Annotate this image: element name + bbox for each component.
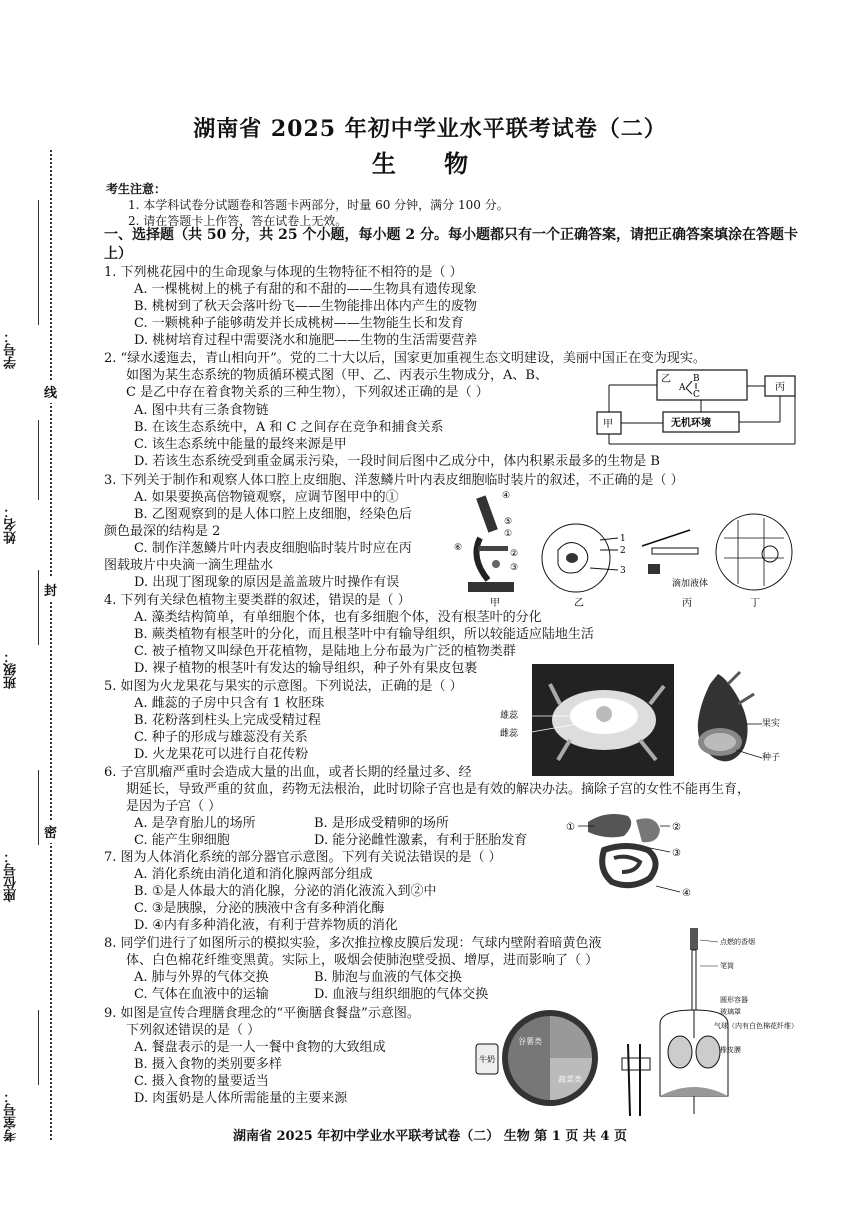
student-id-label: 学号： — [4, 330, 19, 369]
question-stem: 9. 如图是宣传合理膳食理念的“平衡膳食餐盘”示意图。 — [104, 1006, 420, 1021]
question-stem: 8. 同学们进行了如图所示的模拟实验，多次推拉橡皮膜后发现：气球内壁附着暗黄色液 — [104, 936, 602, 951]
option: C. 制作洋葱鳞片叶内表皮细胞临时装片时应在丙 — [134, 541, 412, 556]
option: D. 若该生态系统受到重金属汞污染，一段时间后图中乙成分中，体内积累汞最多的生物是 B — [134, 454, 660, 469]
page-footer: 湖南省 2025 年初中学业水平联考试卷（二） 生物 第 1 页 共 4 页 — [232, 1129, 627, 1144]
question-stem-line: 体、白色棉花纤维变黑黄。实际上，吸烟会使肺泡壁受损、增厚，进而影响了（ ） — [126, 953, 599, 968]
option: B. 乙图观察到的是人体口腔上皮细胞，经染色后 — [134, 507, 412, 522]
notice-heading: 考生注意： — [106, 182, 167, 196]
svg-text:1: 1 — [620, 534, 626, 544]
svg-text:点燃的香烟: 点燃的香烟 — [720, 938, 755, 946]
option: B. 肺泡与血液的气体交换 — [314, 970, 462, 985]
seal-char-feng: 封 — [44, 578, 57, 601]
option: C. ③是胰腺，分泌的胰液中含有多种消化酶 — [134, 901, 385, 916]
option: C. 该生态系统中能量的最终来源是甲 — [134, 437, 347, 452]
option: A. 图中共有三条食物链 — [134, 403, 269, 418]
exam-room-label: 考室号： — [4, 1090, 19, 1142]
svg-text:丁: 丁 — [750, 598, 760, 609]
question-stem-line: 下列叙述错误的是（ ） — [126, 1023, 261, 1038]
svg-text:种子: 种子 — [762, 753, 781, 763]
chopsticks-icon — [618, 1040, 658, 1120]
svg-text:牛奶: 牛奶 — [479, 1055, 495, 1064]
svg-text:2: 2 — [620, 546, 626, 556]
svg-text:②: ② — [510, 549, 519, 559]
microscope-cells-figure — [450, 488, 800, 608]
option: B. 在该生态系统中，A 和 C 之间存在竞争和捕食关系 — [134, 420, 444, 435]
question-stem: 6. 子宫肌瘤严重时会造成大量的出血，或者长期的经量过多、经 — [104, 765, 472, 780]
question-stem-line: 是因为子宫（ ） — [126, 799, 222, 814]
svg-text:滴加液体: 滴加液体 — [672, 579, 709, 589]
name-blank[interactable] — [38, 420, 40, 500]
option: C. 摄入食物的量要适当 — [134, 1074, 269, 1089]
exam-room-blank[interactable] — [38, 1010, 40, 1085]
digestive-system-figure — [566, 806, 706, 910]
seal-dotted-line — [50, 150, 52, 1140]
stomach-icon — [636, 818, 660, 842]
svg-text:③: ③ — [510, 563, 519, 573]
svg-text:玻璃罩: 玻璃罩 — [720, 1008, 741, 1016]
liver-icon — [588, 814, 631, 837]
node-c: C — [693, 390, 700, 400]
svg-text:气球（内有白色棉花纤维）: 气球（内有白色棉花纤维） — [714, 1022, 798, 1030]
seat-label: 座位号： — [4, 850, 19, 902]
option: B. 花粉落到柱头上完成受精过程 — [134, 713, 321, 728]
box-jia: 甲 — [603, 419, 613, 430]
name-label: 姓名： — [4, 505, 19, 544]
pitaya-figure — [500, 664, 800, 776]
class-label: 班级： — [4, 650, 19, 689]
svg-text:②: ② — [672, 822, 681, 833]
option: A. 一棵桃树上的桃子有甜的和不甜的——生物具有遗传现象 — [134, 282, 477, 297]
option: C. 气体在血液中的运输 — [134, 987, 269, 1002]
svg-text:甲: 甲 — [490, 598, 500, 609]
question-stem-line: 如图为某生态系统的物质循环模式图（甲、乙、丙表示生物成分，A、B、 — [126, 368, 548, 383]
balanced-diet-plate — [470, 1004, 610, 1114]
question-stem-line: C 是乙中存在着食物关系的三种生物），下列叙述正确的是（ ） — [126, 385, 489, 400]
svg-text:丙: 丙 — [682, 598, 692, 609]
svg-text:谷薯类: 谷薯类 — [518, 1037, 542, 1046]
question-stem: 4. 下列有关绿色植物主要类群的叙述，错误的是（ ） — [104, 593, 411, 608]
section-heading: 一、选择题（共 50 分，共 25 个小题，每小题 2 分。每小题都只有一个正确答案，请把正确答案填涂在答题卡上） — [104, 227, 798, 262]
option: A. 如果要换高倍物镜观察，应调节图甲中的① — [134, 490, 399, 505]
question-stem: 1. 下列桃花园中的生命现象与体现的生物特征不相符的是（ ） — [104, 265, 463, 280]
question-stem: 2. “绿水逶迤去，青山相向开”。党的二十大以后，国家更加重视生态文明建设，美丽中国正在变为现实。 — [104, 351, 706, 366]
svg-text:④: ④ — [502, 491, 511, 501]
svg-text:笔筒: 笔筒 — [720, 962, 734, 970]
notice-item: 2. 请在答题卡上作答，答在试卷上无效。 — [128, 214, 348, 228]
option: D. 裸子植物的根茎叶有发达的输导组织，种子外有果皮包裹 — [134, 661, 478, 676]
option: C. 被子植物又叫绿色开花植物，是陆地上分布最为广泛的植物类群 — [134, 644, 516, 659]
option: A. 藻类结构简单，有单细胞个体，也有多细胞个体，没有根茎叶的分化 — [134, 610, 542, 625]
svg-text:③: ③ — [672, 848, 681, 859]
svg-text:①: ① — [504, 529, 513, 539]
option: B. 桃树到了秋天会落叶纷飞——生物能排出体内产生的废物 — [134, 299, 477, 314]
option: A. 是孕育胎儿的场所 — [134, 816, 256, 831]
option: B. ①是人体最大的消化腺，分泌的消化液流入到②中 — [134, 884, 437, 899]
notice-item: 1. 本学科试卷分试题卷和答题卡两部分，时量 60 分钟，满分 100 分。 — [128, 198, 509, 212]
class-blank[interactable] — [38, 570, 40, 645]
option: A. 肺与外界的气体交换 — [134, 970, 269, 985]
option: C. 种子的形成与雄蕊没有关系 — [134, 730, 308, 745]
option-continued: 图载玻片中央滴一滴生理盐水 — [104, 558, 274, 573]
option: A. 餐盘表示的是一人一餐中食物的大致组成 — [134, 1040, 386, 1055]
svg-text:乙: 乙 — [574, 598, 584, 609]
seat-blank[interactable] — [38, 770, 40, 845]
svg-text:3: 3 — [620, 566, 626, 576]
box-bing: 丙 — [775, 382, 785, 393]
svg-text:橡皮膜: 橡皮膜 — [720, 1046, 741, 1054]
svg-text:⑤: ⑤ — [504, 517, 513, 527]
box-env: 无机环境 — [671, 418, 711, 429]
option: D. 肉蛋奶是人体所需能量的主要来源 — [134, 1091, 348, 1106]
box-yi: 乙 — [661, 374, 671, 385]
svg-text:④: ④ — [682, 888, 691, 899]
option-continued: 颜色最深的结构是 2 — [104, 524, 221, 539]
option: D. ④内有多种消化液，有利于营养物质的消化 — [134, 918, 398, 933]
question-stem-line: 期延长，导致严重的贫血，药物无法根治，此时切除子宫也是有效的解决办法。摘除子宫的女性不能再生育， — [126, 782, 751, 797]
svg-text:⑥: ⑥ — [454, 543, 463, 553]
seal-char-mi: 密 — [44, 820, 57, 843]
svg-text:雄蕊: 雄蕊 — [500, 711, 519, 721]
svg-text:圆形容器: 圆形容器 — [720, 996, 748, 1004]
option: D. 桃树培育过程中需要浇水和施肥——生物的生活需要营养 — [134, 333, 478, 348]
microscope-icon — [468, 495, 514, 592]
question-stem: 3. 下列关于制作和观察人体口腔上皮细胞、洋葱鳞片叶内表皮细胞临时装片的叙述，不正确的是（ ） — [104, 473, 684, 488]
option: B. 是形成受精卵的场所 — [314, 816, 449, 831]
svg-text:果实: 果实 — [762, 719, 781, 729]
question-stem: 5. 如图为火龙果花与果实的示意图。下列说法，正确的是（ ） — [104, 679, 463, 694]
option: D. 出现丁图现象的原因是盖盖玻片时操作有误 — [134, 575, 400, 590]
node-a: A — [679, 383, 686, 393]
question-stem: 7. 图为人体消化系统的部分器官示意图。下列有关说法错误的是（ ） — [104, 850, 502, 865]
option: A. 雌蕊的子房中只含有 1 枚胚珠 — [134, 696, 325, 711]
intestine-icon — [602, 846, 655, 885]
svg-text:①: ① — [566, 822, 575, 833]
node-b: B — [693, 374, 700, 384]
option: C. 一颗桃种子能够萌发并长成桃树——生物能生长和发育 — [134, 316, 464, 331]
subject-title: 生 物 — [371, 149, 489, 178]
option: C. 能产生卵细胞 — [134, 833, 230, 848]
svg-text:雌蕊: 雌蕊 — [500, 729, 519, 739]
cigarette-icon — [690, 928, 698, 1010]
option: A. 消化系统由消化道和消化腺两部分组成 — [134, 867, 373, 882]
fruit-icon — [698, 672, 754, 761]
svg-text:蔬菜类: 蔬菜类 — [558, 1075, 582, 1084]
option: B. 摄入食物的类别要多样 — [134, 1057, 282, 1072]
option: D. 能分泌雌性激素，有利于胚胎发育 — [314, 833, 528, 848]
ecosystem-cycle-diagram — [595, 368, 805, 450]
seal-char-xian: 线 — [44, 380, 57, 403]
option: D. 血液与组织细胞的气体交换 — [314, 987, 489, 1002]
option: B. 蕨类植物有根茎叶的分化，而且根茎叶中有输导组织，所以较能适应陆地生活 — [134, 627, 594, 642]
binding-strip — [0, 150, 60, 1150]
option: D. 火龙果花可以进行自花传粉 — [134, 747, 309, 762]
exam-title: 湖南省 2025 年初中学业水平联考试卷（二） — [193, 116, 667, 142]
student-id-blank[interactable] — [38, 200, 40, 325]
